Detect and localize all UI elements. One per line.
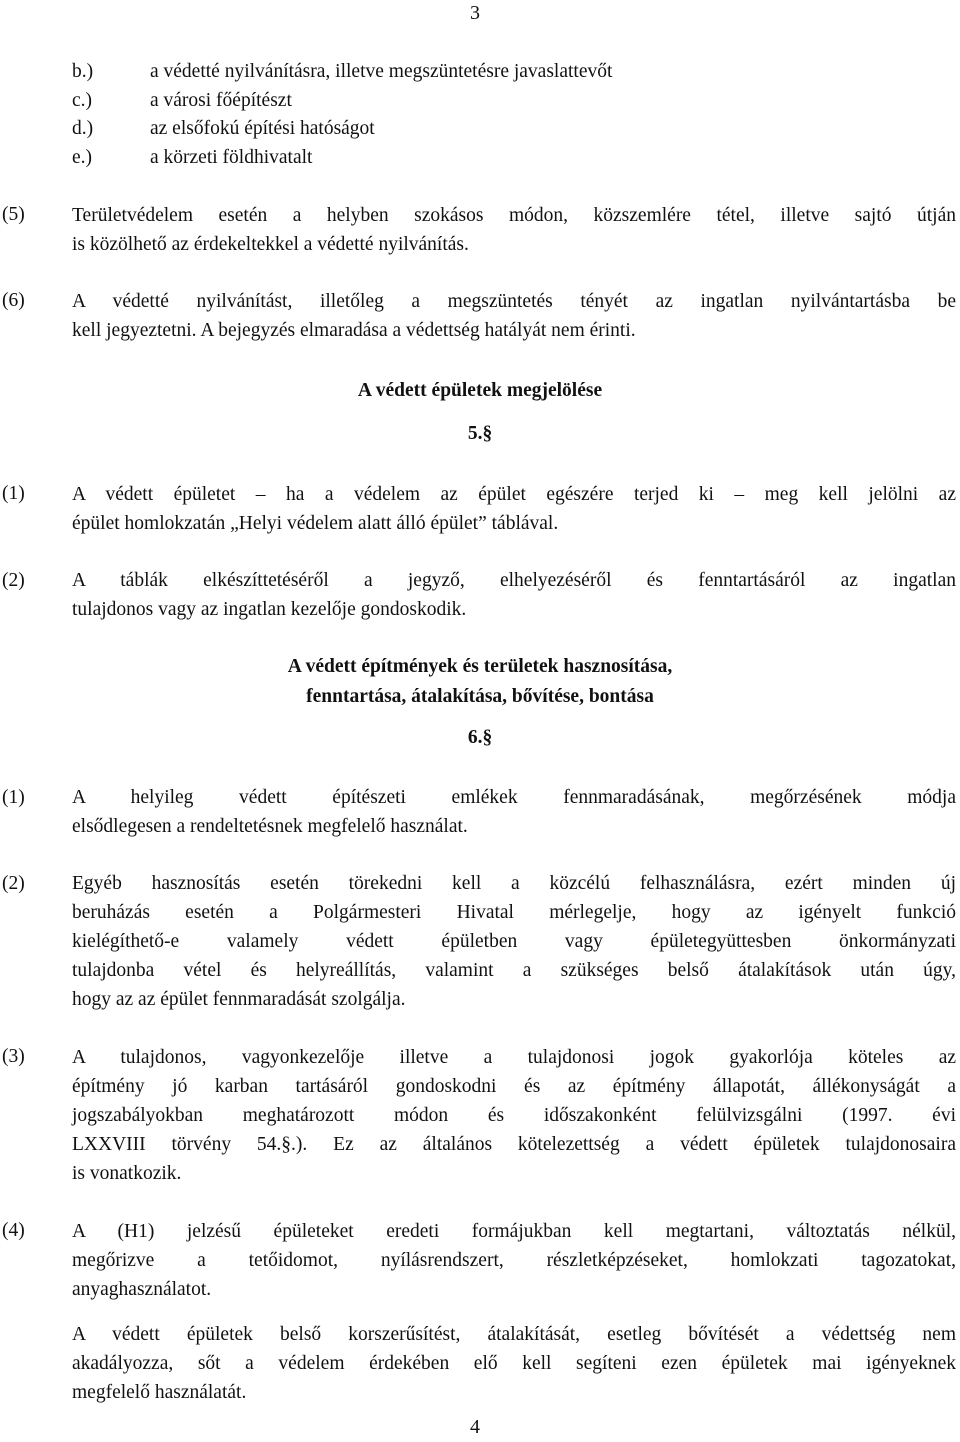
page-number-top: 3 xyxy=(470,2,480,24)
list-item: a városi főépítészt xyxy=(150,90,292,111)
paragraph-line: LXXVIII törvény 54.§.). Ez az általános kötelezettség a védett épületek tulajdonosaira xyxy=(72,1134,956,1155)
paragraph-line: megfelelő használatát. xyxy=(72,1382,247,1403)
list-label: b.) xyxy=(72,61,94,82)
section-number: 6.§ xyxy=(467,727,493,748)
section6-paragraph-1 xyxy=(72,783,956,841)
paragraph-line: Egyéb hasznosítás esetén törekedni kell a közcélú felhasználásra, ezért minden új xyxy=(72,873,956,894)
paragraph-line: jogszabályokban meghatározott módon és időszakonként felülvizsgálni (1997. évi xyxy=(72,1105,956,1126)
section5-paragraph-1 xyxy=(72,480,956,538)
section-title: fenntartása, átalakítása, bővítése, bontása xyxy=(306,686,654,707)
paragraph-line: kell jegyeztetni. A bejegyzés elmaradása a védettség hatályát nem érinti. xyxy=(72,320,636,341)
paragraph-line: Területvédelem esetén a helyben szokásos módon, közszemlére tétel, illetve sajtó útján xyxy=(72,205,956,226)
paragraph-number: (1) xyxy=(2,483,25,504)
section5-paragraph-2 xyxy=(72,566,956,624)
section6-paragraph-4 xyxy=(72,1217,956,1304)
list-label: d.) xyxy=(72,118,94,139)
paragraph-line: A védetté nyilvánítást, illetőleg a megszüntetés tényét az ingatlan nyilvántartásba be xyxy=(72,291,956,312)
paragraph-line: beruházás esetén a Polgármesteri Hivatal mérlegelje, hogy az igényelt funkció xyxy=(72,902,956,923)
paragraph-line: elsődlegesen a rendeltetésnek megfelelő használat. xyxy=(72,816,468,837)
paragraph-line: anyaghasználatot. xyxy=(72,1279,212,1300)
list-label: c.) xyxy=(72,90,93,111)
paragraph-5 xyxy=(72,201,956,259)
list-item: az elsőfokú építési hatóságot xyxy=(150,118,375,139)
paragraph-line: A helyileg védett építészeti emlékek fennmaradásának, megőrzésének módja xyxy=(72,787,956,808)
paragraph-line: is vonatkozik. xyxy=(72,1163,182,1184)
section-number: 5.§ xyxy=(467,423,493,444)
paragraph-line: hogy az az épület fennmaradását szolgálja. xyxy=(72,989,406,1010)
paragraph-line: A védett épületet – ha a védelem az épület egészére terjed ki – meg kell jelölni az xyxy=(72,484,956,505)
section-title: A védett építmények és területek hasznosítása, xyxy=(287,656,673,677)
paragraph-number: (2) xyxy=(2,570,25,591)
paragraph-number: (5) xyxy=(2,204,25,225)
paragraph-number: (6) xyxy=(2,290,25,311)
paragraph-line: tulajdonba vétel és helyreállítás, valamint a szükséges belső átalakítások után úgy, xyxy=(72,960,956,981)
paragraph-line: akadályozza, sőt a védelem érdekében elő kell segíteni ezen épületek mai igényeknek xyxy=(72,1353,956,1374)
paragraph-number: (1) xyxy=(2,787,25,808)
paragraph-number: (4) xyxy=(2,1220,25,1241)
paragraph-number: (2) xyxy=(2,873,25,894)
page-number-bottom: 4 xyxy=(470,1416,480,1438)
list-item: a védetté nyilvánításra, illetve megszüntetésre javaslattevőt xyxy=(150,61,613,82)
section6-paragraph-3 xyxy=(72,1043,956,1188)
paragraph-line: épület homlokzatán „Helyi védelem alatt álló épület” táblával. xyxy=(72,513,559,534)
paragraph-line: is közölhető az érdekeltekkel a védetté nyilvánítás. xyxy=(72,234,469,255)
paragraph-line: A táblák elkészíttetéséről a jegyző, elhelyezéséről és fenntartásáról az ingatlan xyxy=(72,570,956,591)
paragraph-line: tulajdonos vagy az ingatlan kezelője gondoskodik. xyxy=(72,599,467,620)
section6-paragraph-2 xyxy=(72,869,956,1014)
paragraph-line: kielégíthető-e valamely védett épületben vagy épületegyüttesben önkormányzati xyxy=(72,931,956,952)
paragraph-line: megőrizve a tetőidomot, nyílásrendszert, részletképzéseket, homlokzati tagozatokat, xyxy=(72,1250,956,1271)
section-title: A védett épületek megjelölése xyxy=(357,380,603,401)
paragraph-number: (3) xyxy=(2,1046,25,1067)
paragraph-line: A tulajdonos, vagyonkezelője illetve a tulajdonosi jogok gyakorlója köteles az xyxy=(72,1047,956,1068)
paragraph-line: A védett épületek belső korszerűsítést, átalakítását, esetleg bővítését a védettség nem xyxy=(72,1324,956,1345)
section6-paragraph-4-continuation xyxy=(72,1320,956,1407)
list-label: e.) xyxy=(72,147,93,168)
paragraph-line: építmény jó karban tartásáról gondoskodni és az építmény állapotát, állékonyságát a xyxy=(72,1076,956,1097)
list-item: a körzeti földhivatalt xyxy=(150,147,313,168)
paragraph-line: A (H1) jelzésű épületeket eredeti formájukban kell megtartani, változtatás nélkül, xyxy=(72,1221,956,1242)
paragraph-6 xyxy=(72,287,956,345)
